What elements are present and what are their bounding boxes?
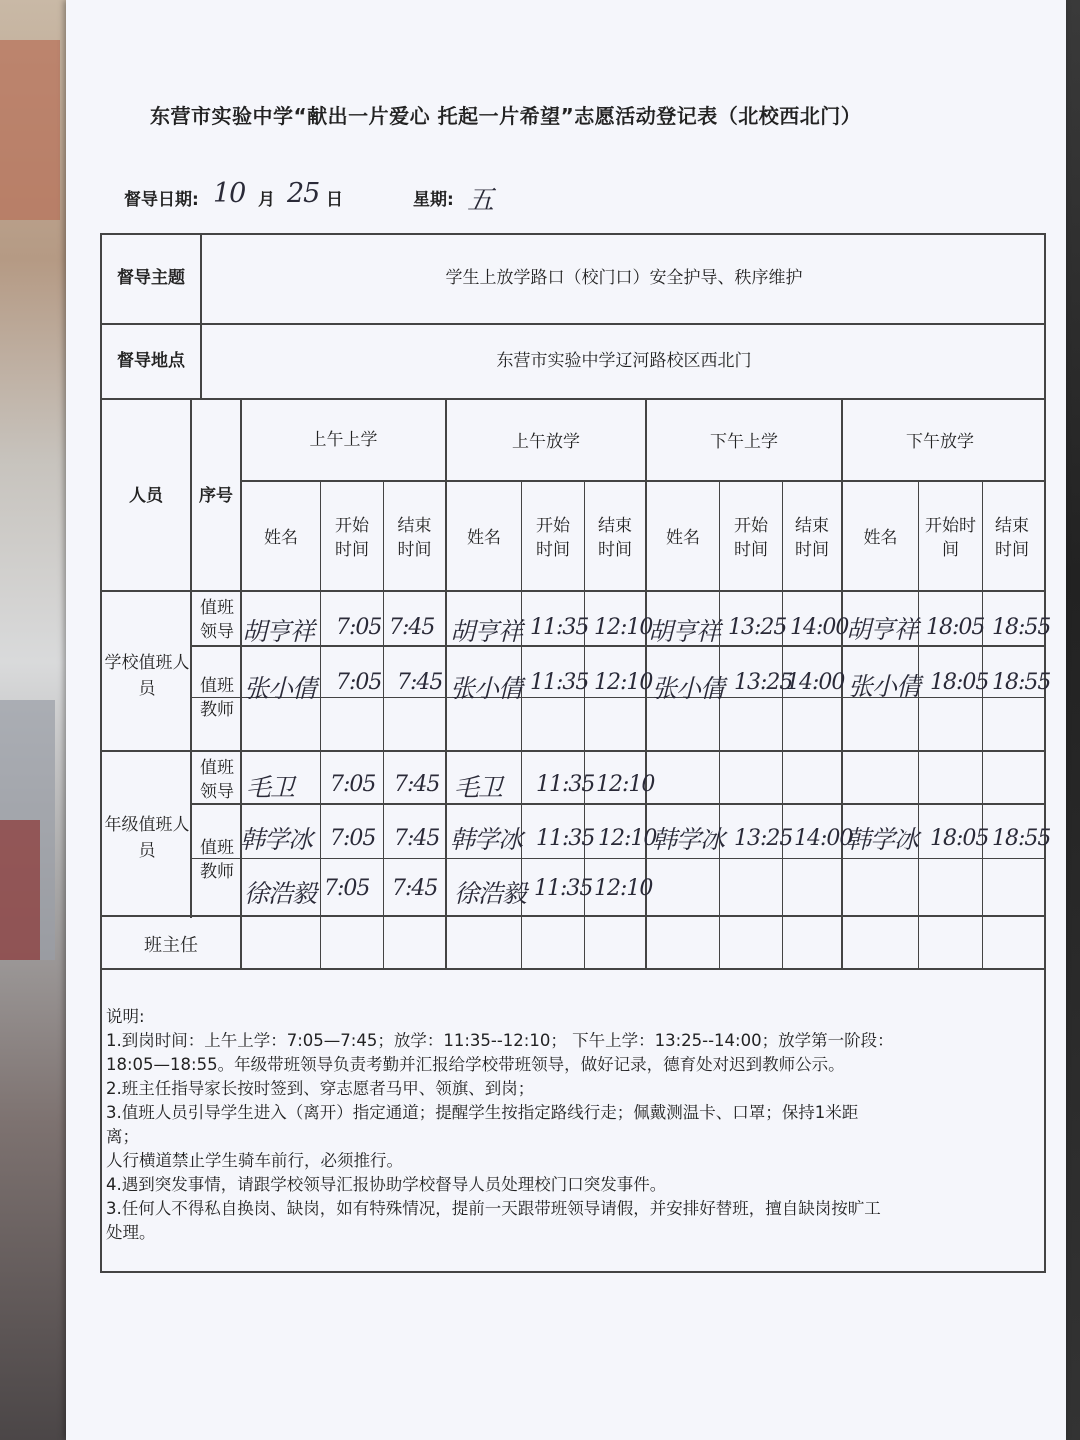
time-cell: 7:05 (324, 876, 370, 901)
row-divider (100, 968, 1046, 970)
row-divider (100, 915, 1046, 917)
time-cell: 11:35 (534, 876, 593, 901)
notes-line: 人行横道禁止学生骑车前行，必须推行。 (106, 1151, 403, 1170)
date-month: 10 (213, 178, 246, 209)
time-cell: 14:00 (794, 826, 853, 851)
signature-cell: 韩学冰 (652, 825, 725, 854)
signature-cell: 徐浩毅 (244, 879, 317, 908)
signature-cell: 胡亨祥 (846, 615, 919, 644)
signature-cell: 张小倩 (848, 672, 921, 701)
session-afternoon-arrival: 下午上学 (710, 432, 778, 452)
notes-line: 离； (106, 1127, 139, 1146)
time-cell: 18:55 (992, 615, 1051, 640)
start-header: 开始 时间 (734, 516, 768, 560)
notes-line: 2.班主任指导家长按时签到、穿志愿者马甲、领旗、到岗； (106, 1079, 535, 1098)
time-cell: 7:05 (336, 615, 382, 640)
duty-leader-label: 值班领导 (200, 758, 234, 802)
col-divider (200, 233, 202, 400)
col-divider (445, 398, 447, 968)
row-divider (100, 590, 1046, 592)
date-label: 督导日期: (124, 190, 199, 210)
notes-line: 18:05—18:55。年级带班领导负责考勤并汇报给学校带班领导，做好记录，德育处对迟到教师公示。 (106, 1055, 845, 1074)
end-header: 结束 时间 (995, 516, 1029, 560)
location-label: 督导地点 (117, 351, 185, 371)
notes-heading: 说明: (106, 1007, 145, 1026)
time-cell: 11:35 (530, 670, 589, 695)
seq-header: 序号 (199, 486, 233, 506)
time-cell: 13:25 (734, 670, 793, 695)
time-cell: 12:10 (594, 876, 653, 901)
row-divider (100, 750, 1046, 752)
notes-line: 3.任何人不得私自换岗、缺岗，如有特殊情况，提前一天跟带班领导请假，并安排好替班，擅自缺岗按旷工 (106, 1199, 881, 1218)
time-cell: 18:05 (926, 615, 985, 640)
location-value: 东营市实验中学辽河路校区西北门 (496, 351, 752, 371)
time-cell: 7:45 (397, 670, 443, 695)
signature-cell: 毛卫 (246, 773, 295, 802)
notes-section (106, 1005, 1040, 1245)
topic-label: 督导主题 (117, 268, 185, 288)
time-cell: 18:55 (992, 670, 1051, 695)
session-morning-dismissal: 上午放学 (512, 432, 580, 452)
session-morning-arrival: 上午上学 (309, 430, 378, 450)
end-header: 结束 时间 (795, 516, 829, 560)
signature-cell: 张小倩 (244, 674, 317, 703)
end-header: 结束 时间 (598, 516, 632, 560)
signature-cell: 韩学冰 (450, 825, 523, 854)
end-header: 结束 时间 (397, 516, 432, 560)
notes-line: 4.遇到突发事情，请跟学校领导汇报协助学校督导人员处理校门口突发事件。 (106, 1175, 667, 1194)
name-header: 姓名 (863, 528, 898, 548)
start-header: 开始 时间 (335, 516, 369, 560)
time-cell: 13:25 (728, 615, 787, 640)
signature-cell: 胡亨祥 (648, 617, 721, 646)
signature-cell: 胡亨祥 (242, 617, 315, 646)
notes-line: 1.到岗时间：上午上学：7:05—7:45；放学：11:35--12:10； 下午上学：13:25--14:00；放学第一阶段： (106, 1031, 894, 1050)
background-building (0, 820, 40, 960)
time-cell: 12:10 (598, 826, 657, 851)
time-cell: 18:05 (930, 826, 989, 851)
notes-line: 3.值班人员引导学生进入（离开）指定通道；提醒学生按指定路线行走；佩戴测温卡、口罩；保持1米距 (106, 1103, 859, 1122)
signature-cell: 韩学冰 (240, 825, 313, 854)
weekday-label: 星期: (413, 190, 454, 210)
form-title: 东营市实验中学“献出一片爱心 托起一片希望”志愿活动登记表（北校西北门） (150, 104, 862, 128)
row-divider (242, 480, 1046, 482)
notes-line: 处理。 (106, 1223, 156, 1242)
time-cell: 7:45 (394, 772, 440, 797)
signature-cell: 毛卫 (454, 773, 503, 802)
duty-leader-label: 值班领导 (200, 598, 234, 642)
month-unit: 月 (258, 190, 275, 210)
time-cell: 14:00 (790, 615, 849, 640)
signature-cell: 张小倩 (450, 674, 523, 703)
time-cell: 11:35 (530, 615, 589, 640)
time-cell: 7:05 (330, 772, 376, 797)
session-afternoon-dismissal: 下午放学 (906, 432, 974, 452)
time-cell: 12:10 (594, 615, 653, 640)
time-cell: 14:00 (786, 670, 845, 695)
time-cell: 7:45 (389, 615, 435, 640)
background-photo-left (0, 0, 75, 1440)
background-building (0, 40, 60, 220)
signature-cell: 徐浩毅 (454, 879, 527, 908)
row-divider (100, 323, 1046, 325)
time-cell: 12:10 (594, 670, 653, 695)
school-duty-group-label: 学校值班人员 (104, 653, 190, 699)
name-header: 姓名 (467, 528, 501, 548)
duty-teacher-label: 值班教师 (200, 676, 234, 720)
homeroom-teacher-label: 班主任 (144, 935, 198, 956)
signature-cell: 韩学冰 (846, 825, 919, 854)
start-header: 开始时 间 (925, 516, 976, 560)
signature-cell: 胡亨祥 (450, 617, 523, 646)
col-divider (240, 398, 242, 968)
topic-value: 学生上放学路口（校门口）安全护导、秩序维护 (445, 268, 803, 288)
name-header: 姓名 (666, 528, 700, 548)
time-cell: 7:05 (330, 826, 376, 851)
time-cell: 18:05 (930, 670, 989, 695)
weekday-value: 五 (467, 185, 493, 216)
day-unit: 日 (326, 190, 343, 210)
col-divider (190, 398, 192, 918)
personnel-header: 人员 (129, 486, 163, 506)
time-cell: 7:05 (336, 670, 382, 695)
date-day: 25 (287, 178, 320, 209)
time-cell: 7:45 (392, 876, 438, 901)
time-cell: 11:35 (536, 826, 595, 851)
start-header: 开始 时间 (536, 516, 570, 560)
time-cell: 7:45 (394, 826, 440, 851)
time-cell: 13:25 (734, 826, 793, 851)
duty-teacher-label: 值班教师 (200, 838, 234, 882)
time-cell: 12:10 (596, 772, 655, 797)
grade-duty-group-label: 年级值班人员 (104, 815, 190, 861)
signature-cell: 张小倩 (652, 674, 725, 703)
name-header: 姓名 (264, 528, 298, 548)
time-cell: 11:35 (536, 772, 595, 797)
time-cell: 18:55 (992, 826, 1051, 851)
